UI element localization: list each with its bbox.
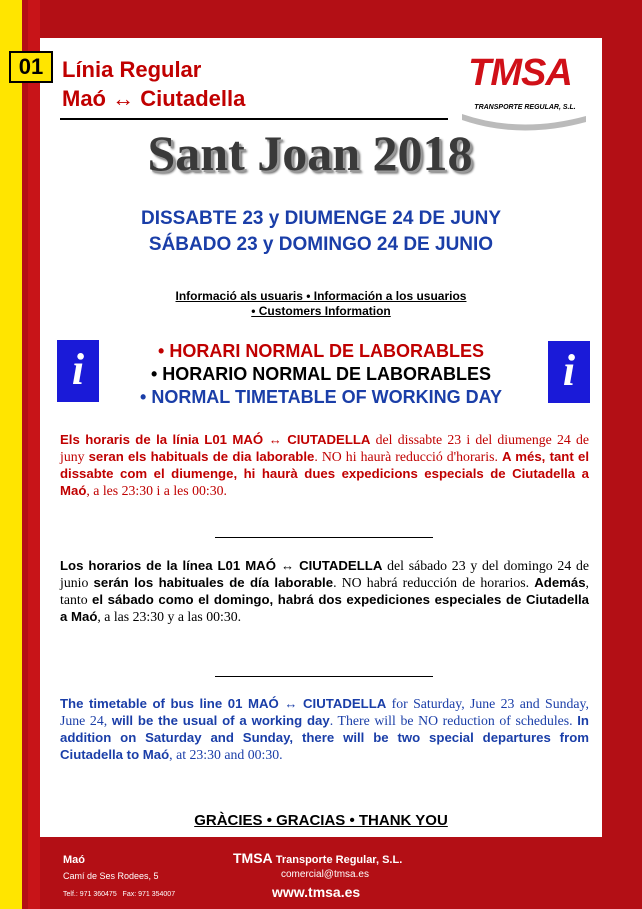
footer-company-name: TMSA (233, 850, 273, 866)
line-title-1: Línia Regular (62, 57, 202, 82)
pes-h: , a las 23:30 y a las 00:30. (97, 609, 242, 624)
thank-you-line: GRÀCIES • GRACIAS • THANK YOU (194, 812, 448, 829)
headline-spanish: • HORARIO NORMAL DE LABORABLES (151, 364, 491, 384)
headline-english: • NORMAL TIMETABLE OF WORKING DAY (140, 387, 502, 407)
pes-f: , tanto (60, 575, 589, 607)
headline-catalan: • HORARI NORMAL DE LABORABLES (158, 341, 484, 361)
red-border-stripe (28, 0, 40, 909)
yellow-border-stripe (0, 0, 22, 909)
dates-catalan: DISSABTE 23 y DIUMENGE 24 DE JUNY (140, 208, 502, 229)
pen-f: , at 23:30 and 00:30. (169, 747, 283, 762)
line-number-badge: 01 (9, 51, 53, 83)
pes-b: del sábado 23 y del domingo 24 de junio (60, 558, 589, 590)
dates-spanish: SÁBADO 23 y DOMINGO 24 DE JUNIO (148, 234, 494, 255)
paragraph-catalan (60, 431, 589, 499)
info-heading-2: • Customers Information (251, 304, 391, 318)
pen-b: for Saturday, June 23 and Sunday, June 24, (60, 696, 589, 728)
pes-d: . NO habrá reducción de horarios. (333, 575, 535, 590)
pca-b: del dissabte 23 i del diumenge 24 de juny (60, 432, 590, 464)
pen-e: In addition on Saturday and Sunday, there will be two special departures from Ciutadella to Maó (60, 713, 589, 762)
pes-g: el sábado como el domingo, habrá dos expediciones especiales de Ciutadella a Maó (60, 592, 589, 624)
footer-phones: Telf.: 971 360475 Fax: 971 354007 (63, 891, 176, 898)
paragraph-english (60, 695, 589, 763)
event-title: Sant Joan 2018 (147, 125, 473, 181)
footer-company (233, 850, 402, 866)
pes-c: serán los habituales de día laborable (93, 575, 334, 590)
separator-1 (215, 537, 433, 538)
tmsa-logo (460, 46, 588, 132)
pca-a: Els horaris de la línia L01 MAÓ ↔ CIUTADELLA (60, 432, 371, 447)
pca-e: A més, tant el dissabte com el diumenge, hi haurà dues expedicions especials de Ciutadella a Maó (60, 449, 589, 498)
title-rule (60, 118, 448, 120)
footer-company-rest: Transporte Regular, S.L. (272, 854, 403, 866)
pes-a: Los horarios de la línea L01 MAÓ ↔ CIUTADELLA (60, 558, 383, 573)
footer-website[interactable]: www.tmsa.es (272, 884, 361, 900)
pen-d: . There will be NO reduction of schedules. (329, 713, 578, 728)
paragraph-spanish (60, 557, 589, 625)
footer-city: Maó (63, 854, 85, 866)
pca-d: . NO hi haurà reducció d'horaris. (314, 449, 502, 464)
separator-2 (215, 676, 433, 677)
pes-e: Además (534, 575, 586, 590)
pca-c: seran els habituals de dia laborable (88, 449, 315, 464)
pen-a: The timetable of bus line 01 MAÓ ↔ CIUTADELLA (60, 696, 387, 711)
info-heading-1: Informació als usuaris • Información a los usuarios (175, 289, 467, 303)
logo-subtitle: TRANSPORTE REGULAR, S.L. (474, 104, 576, 111)
pca-f: , a les 23:30 i a les 00:30. (86, 483, 228, 498)
line-title-2: Maó ↔ Ciutadella (62, 86, 246, 111)
pen-c: will be the usual of a working day (111, 713, 330, 728)
info-icon-left: i (57, 340, 99, 402)
footer-email[interactable]: comercial@tmsa.es (281, 869, 369, 880)
footer-address: Camí de Ses Rodees, 5 (63, 871, 159, 881)
logo-text: TMSA (468, 52, 572, 94)
info-icon-right: i (548, 341, 590, 403)
line-title (62, 55, 245, 113)
